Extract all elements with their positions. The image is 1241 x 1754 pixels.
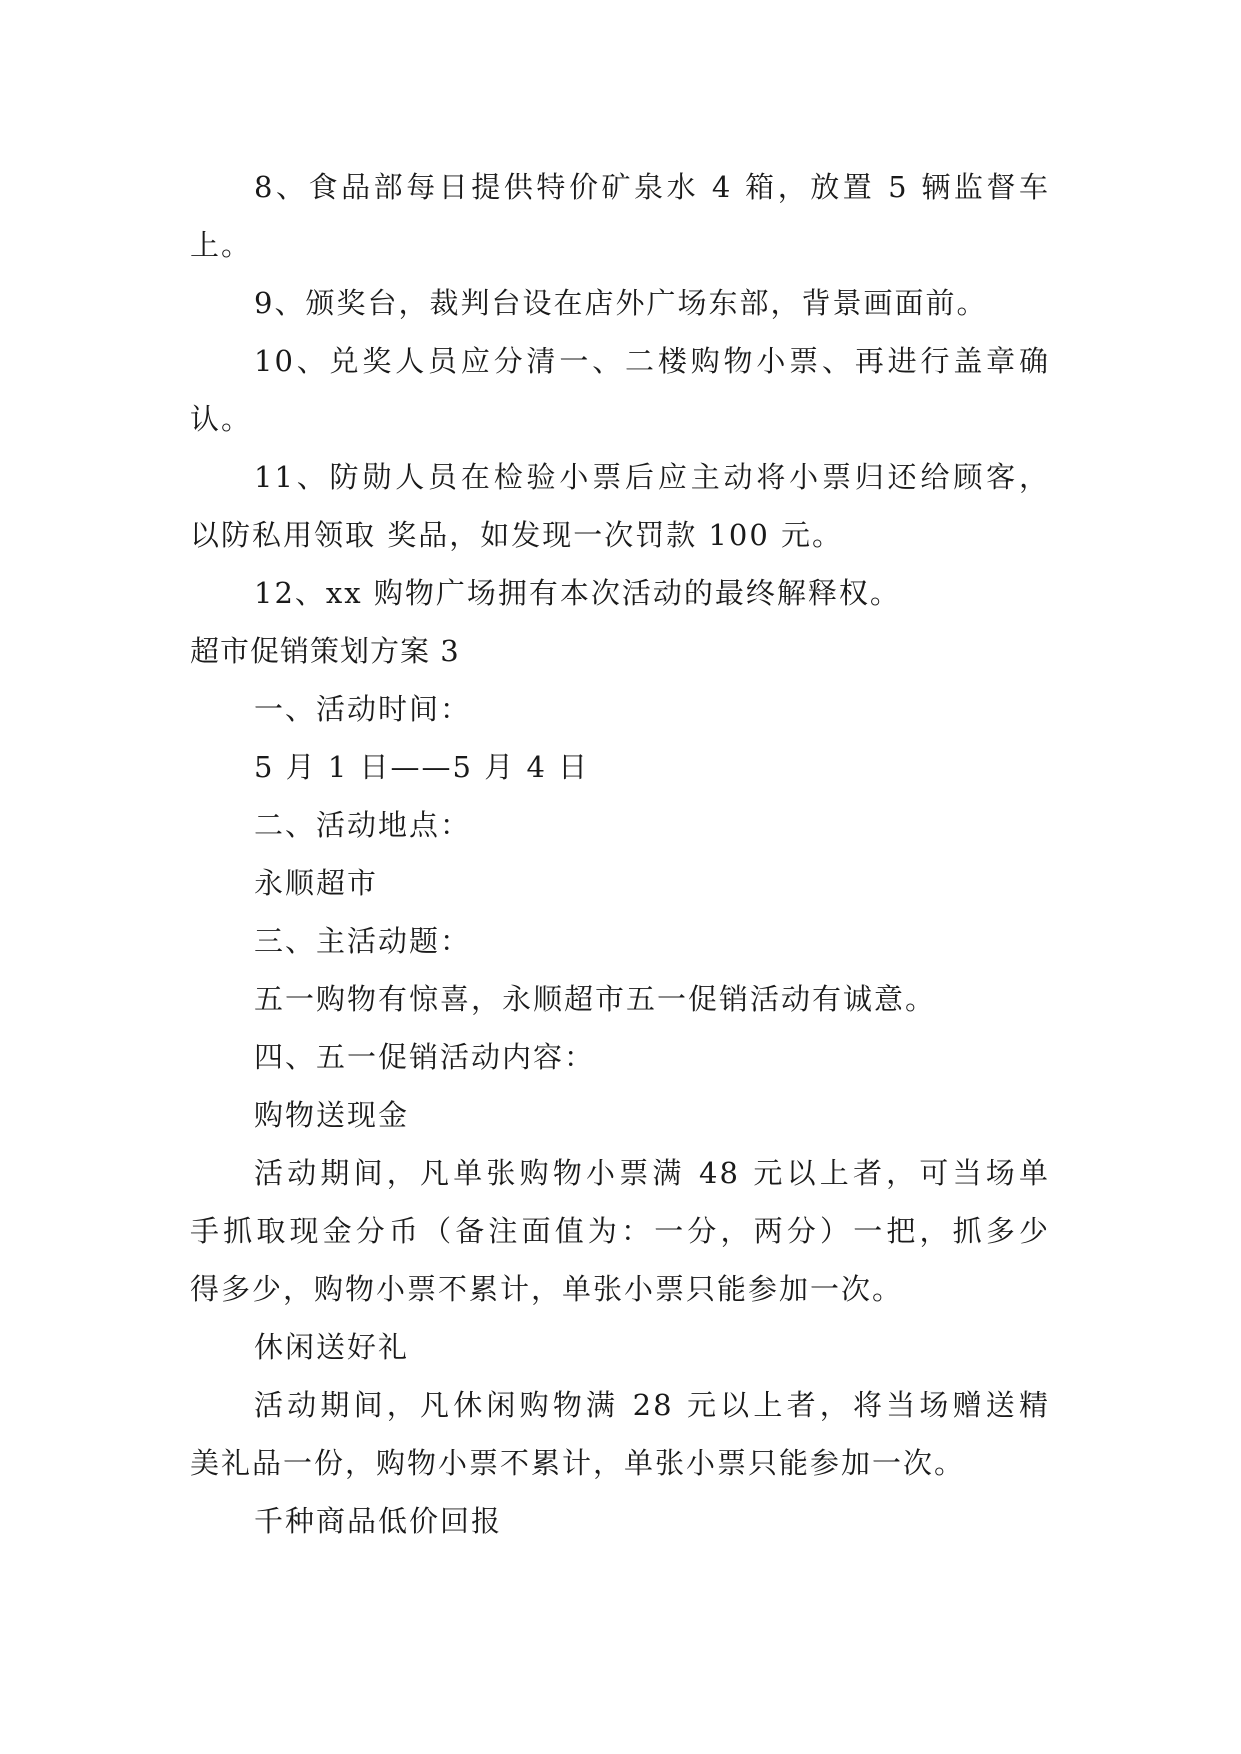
text-line: 5 月 1 日——5 月 4 日: [254, 750, 590, 784]
text-line: 12、xx 购物广场拥有本次活动的最终解释权。: [254, 576, 901, 610]
text-line: 永顺超市: [254, 866, 379, 900]
text-line: 一、活动时间：: [254, 692, 472, 726]
text-line: 认。: [190, 402, 253, 436]
text-line: 三、主活动题：: [254, 924, 472, 958]
section-heading: 超市促销策划方案 3: [190, 634, 460, 668]
text-line: 10、兑奖人员应分清一、二楼购物小票、再进行盖章确: [254, 344, 1050, 378]
text-line: 活动期间，凡单张购物小票满 48 元以上者，可当场单: [254, 1156, 1050, 1190]
text-line: 得多少，购物小票不累计，单张小票只能参加一次。: [190, 1272, 904, 1306]
text-line: 美礼品一份，购物小票不累计，单张小票只能参加一次。: [190, 1446, 966, 1480]
text-line: 活动期间，凡休闲购物满 28 元以上者，将当场赠送精: [254, 1388, 1050, 1422]
text-line: 11、防勋人员在检验小票后应主动将小票归还给顾客，: [254, 460, 1050, 494]
text-line: 购物送现金: [254, 1098, 410, 1132]
text-line: 手抓取现金分币（备注面值为：一分，两分）一把，抓多少: [190, 1214, 1050, 1248]
text-line: 休闲送好礼: [254, 1330, 410, 1364]
document-body: [190, 158, 1050, 1550]
text-line: 上。: [190, 228, 253, 262]
text-line: 千种商品低价回报: [254, 1504, 503, 1538]
text-line: 以防私用领取 奖品，如发现一次罚款 100 元。: [190, 518, 844, 552]
text-line: 二、活动地点：: [254, 808, 472, 842]
text-line: 四、五一促销活动内容：: [254, 1040, 596, 1074]
text-line: 8、食品部每日提供特价矿泉水 4 箱，放置 5 辆监督车: [254, 170, 1050, 204]
text-line: 9、颁奖台，裁判台设在店外广场东部，背景画面前。: [254, 286, 988, 320]
text-line: 五一购物有惊喜，永顺超市五一促销活动有诚意。: [254, 982, 937, 1016]
